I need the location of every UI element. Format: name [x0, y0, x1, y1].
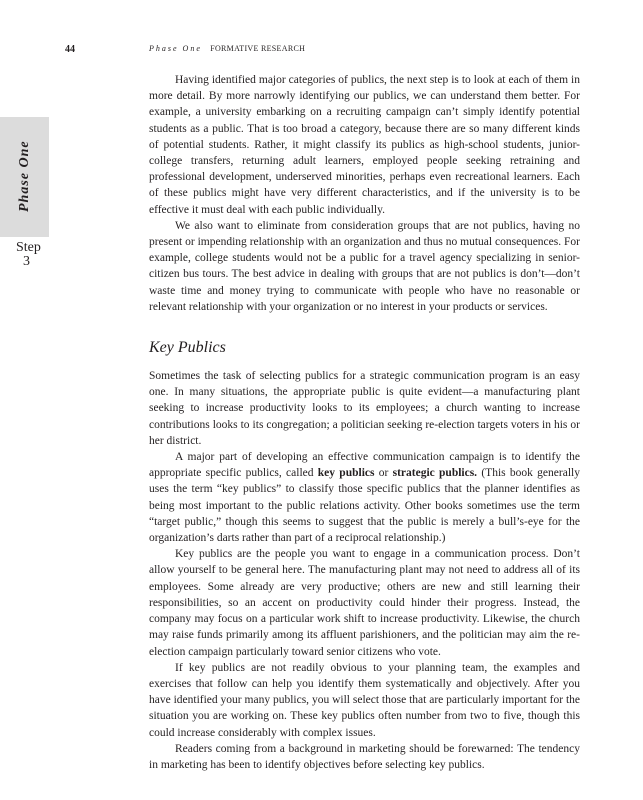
paragraph: Having identified major categories of publics, the next step is to look at each of them in more detail. By more narrowly identifying our publics, we can understand them better. For example, a university embarking on a recruiting campaign can’t simply identify potential students as a public. That is too broad a category, because there are so many different kinds of potential students. Rather, it might classify its publics as high-school students, junior-college transfers, returning adult learners, employed people seeking retraining and professional development, underserved minorities, perhaps even recreational learners. Each of these publics might have very different characteristics, and if the university is to be effective it must deal with each public individually.	[149, 74, 580, 216]
text-run: (This book generally uses the term “key publics” to classify those specific publics that the planner identifies as being most important to the public relations activity. Other books sometimes use the term “target public,” though this seems to suggest that the public is merely a bull’s-eye for the organization’s darts rather than part of a reciprocal relationship.)	[149, 467, 580, 545]
side-tab-step-number: 3	[23, 254, 30, 269]
bold-term: key publics	[317, 467, 375, 480]
text-run: or	[374, 467, 393, 480]
running-head-section: FORMATIVE RESEARCH	[210, 44, 306, 53]
section-heading: Key Publics	[149, 339, 226, 357]
page-number: 44	[65, 44, 75, 55]
bold-term: strategic publics.	[392, 467, 478, 480]
paragraph: Sometimes the task of selecting publics for a strategic communication program is an easy one. In many situations, the appropriate public is quite evident—a manufacturing plant seeking to increase productivity looks to its employees; a church wanting to increase contributions looks to its congregation; a politician seeking re-election targets voters in his or her district.	[149, 370, 580, 447]
side-tab-phase-label: Phase One	[17, 140, 32, 212]
paragraph: If key publics are not readily obvious to your planning team, the examples and exercises that follow can help you identify them systematically and objectively. After you have identified your many publics, you will select those that are particularly important for the situation you are working on. These key publics often number from two to five, though this could increase considerably with complex issues.	[149, 661, 580, 739]
paragraph: We also want to eliminate from consideration groups that are not publics, having no present or impending relationship with an organization and thus no mutual consequences. For example, college students would not be a public for a travel agency specializing in senior-citizen bus tours. The best advice in dealing with groups that are not publics is don’t—don’t waste time and money trying to communicate with people who have no reasonable or relevant relationship with your organization or no interest in your products or services.	[149, 219, 580, 313]
paragraph: Key publics are the people you want to engage in a communication process. Don’t allow yourself to be general here. The manufacturing plant may not need to address all of its employees. Some already are very productive; others are new and still learning their responsibilities, so an accent on productivity could hinder their progress. Instead, the company may focus on a particular work shift to increase productivity. Likewise, the church may raise funds primarily among its affluent parishioners, and the politician may aim the re-election campaign particularly toward senior citizens who vote.	[149, 548, 580, 658]
text-run: A major part of developing an effective communication campaign is to identify the appropriate specific publics, called	[149, 451, 580, 480]
running-head-phase: Phase One	[149, 44, 202, 53]
running-header	[0, 44, 643, 58]
running-head	[149, 44, 305, 53]
paragraph: Readers coming from a background in marketing should be forewarned: The tendency in marketing has been to identify objectives before selecting key publics.	[149, 742, 580, 771]
side-tab-step-label: Step	[16, 240, 41, 255]
key-publics-paragraph	[149, 449, 580, 546]
page-body	[149, 72, 580, 773]
